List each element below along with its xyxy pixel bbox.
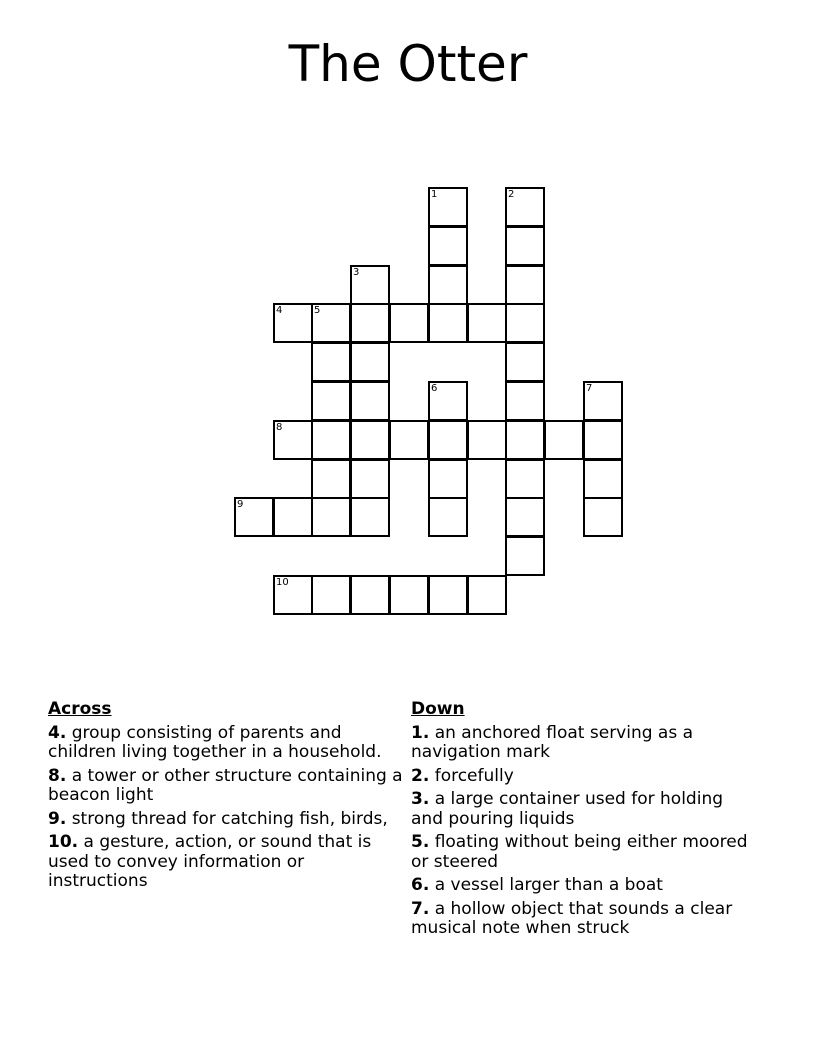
grid-cell[interactable] [428,303,468,343]
grid-cell[interactable] [505,459,545,499]
clue-number: 1. [411,722,430,743]
grid-cell[interactable] [505,342,545,382]
down-heading: Down [411,699,465,719]
cell-number: 5 [314,305,321,316]
across-clues [48,700,403,896]
clue-across-4 [48,724,403,763]
cell-number: 9 [237,499,244,510]
grid-cell[interactable] [311,459,351,499]
grid-cell[interactable] [389,420,429,460]
grid-cell[interactable] [389,575,429,615]
grid-cell[interactable] [428,226,468,266]
grid-cell[interactable] [583,497,623,537]
clue-text: floating without being either moored or steered [411,832,748,872]
grid-cell[interactable] [350,575,390,615]
clue-down-5 [411,833,756,872]
grid-cell[interactable] [428,187,468,227]
grid-cell[interactable] [311,497,351,537]
cell-number: 10 [276,577,289,588]
clue-across-10 [48,833,403,892]
puzzle-title: The Otter [288,35,528,93]
grid-cell[interactable] [311,303,351,343]
clue-number: 9. [48,808,67,829]
grid-cell[interactable] [234,497,274,537]
grid-cell[interactable] [273,575,313,615]
clue-text: group consisting of parents and children living together in a household. [48,722,382,762]
clue-down-2 [411,767,756,787]
grid-cell[interactable] [350,303,390,343]
cell-number: 1 [431,189,438,200]
down-clues [411,700,756,943]
clue-text: strong thread for catching fish, birds, [71,808,388,829]
grid-cell[interactable] [273,303,313,343]
across-heading: Across [48,699,112,719]
grid-cell[interactable] [505,265,545,305]
grid-cell[interactable] [428,459,468,499]
clue-text: a large container used for holding and pouring liquids [411,789,724,829]
grid-cell[interactable] [350,420,390,460]
grid-cell[interactable] [505,381,545,421]
grid-cell[interactable] [583,420,623,460]
clue-number: 5. [411,832,430,852]
clue-down-3 [411,790,756,829]
clue-number: 7. [411,898,430,919]
clue-number: 6. [411,875,430,895]
grid-cell[interactable] [505,497,545,537]
clue-text: a hollow object that sounds a clear musical note when struck [411,898,733,938]
clue-number: 2. [411,765,430,786]
grid-cell[interactable] [505,420,545,460]
grid-cell[interactable] [428,381,468,421]
grid-cell[interactable] [311,575,351,615]
clue-number: 3. [411,789,430,809]
grid-cell[interactable] [350,381,390,421]
grid-cell[interactable] [350,265,390,305]
grid-cell[interactable] [311,342,351,382]
clue-number: 10. [48,832,79,852]
clue-down-6 [411,876,756,896]
grid-cell[interactable] [273,497,313,537]
cell-number: 7 [586,383,593,394]
grid-cell[interactable] [583,459,623,499]
grid-cell[interactable] [583,381,623,421]
grid-cell[interactable] [544,420,584,460]
grid-cell[interactable] [389,303,429,343]
grid-cell[interactable] [428,575,468,615]
clue-text: an anchored float serving as a navigation mark [411,722,694,762]
grid-cell[interactable] [350,342,390,382]
clue-text: a tower or other structure containing a beacon light [48,765,403,805]
grid-cell[interactable] [505,187,545,227]
cell-number: 3 [353,267,360,278]
grid-cell[interactable] [467,303,507,343]
grid-cell[interactable] [428,497,468,537]
grid-cell[interactable] [505,226,545,266]
grid-cell[interactable] [350,497,390,537]
clue-down-1 [411,724,756,763]
clue-number: 8. [48,765,67,786]
grid-cell[interactable] [505,536,545,576]
grid-cell[interactable] [428,265,468,305]
grid-cell[interactable] [273,420,313,460]
grid-cell[interactable] [311,420,351,460]
clue-text: a vessel larger than a boat [434,875,663,895]
grid-cell[interactable] [505,303,545,343]
grid-cell[interactable] [467,420,507,460]
grid-cell[interactable] [428,420,468,460]
clue-down-7 [411,900,756,939]
clue-number: 4. [48,722,67,743]
clue-text: a gesture, action, or sound that is used to convey information or instructions [48,832,372,891]
grid-cell[interactable] [467,575,507,615]
grid-cell[interactable] [311,381,351,421]
clue-text: forcefully [434,765,514,786]
cell-number: 8 [276,422,283,433]
cell-number: 4 [276,305,283,316]
cell-number: 2 [508,189,515,200]
cell-number: 6 [431,383,438,394]
clue-across-8 [48,767,403,806]
grid-cell[interactable] [350,459,390,499]
clue-across-9 [48,810,403,830]
